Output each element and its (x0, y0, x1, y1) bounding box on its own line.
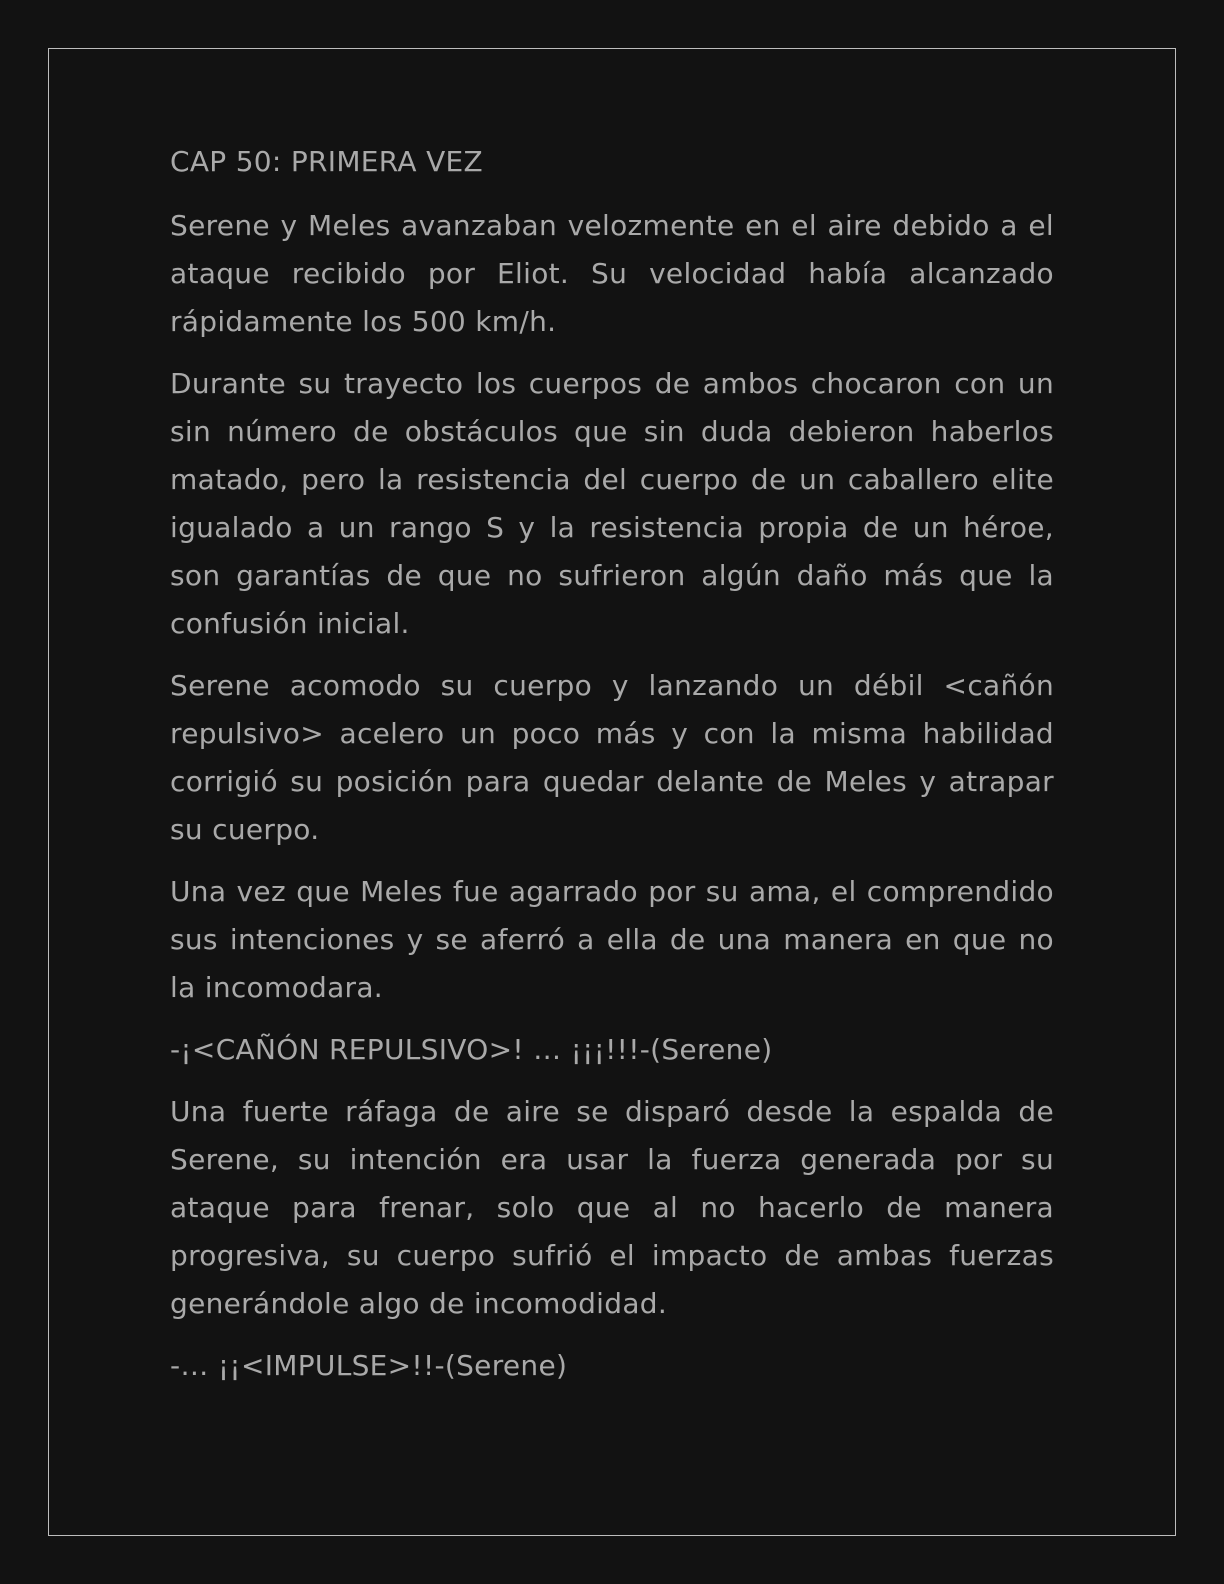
paragraph: Una fuerte ráfaga de aire se disparó desde la espalda de Serene, su intención era usar la fuerza generada por su ataque para frenar, solo que al no hacerlo de manera progresiva, su cuerpo sufrió el impacto de ambas fuerzas generándole algo de incomodidad. (170, 1095, 1054, 1320)
paragraph: Serene acomodo su cuerpo y lanzando un débil <cañón repulsivo> acelero un poco más y con la misma habilidad corrigió su posición para quedar delante de Meles y atrapar su cuerpo. (170, 669, 1054, 846)
paragraph: Durante su trayecto los cuerpos de ambos chocaron con un sin número de obstáculos que sin duda debieron haberlos matado, pero la resistencia del cuerpo de un caballero elite igualado a un rango S y la resistencia propia de un héroe, son garantías de que no sufrieron algún daño más que la confusión inicial. (170, 367, 1054, 640)
dialogue-line: -¡<CAÑÓN REPULSIVO>! … ¡¡¡!!!-(Serene) (170, 1033, 773, 1066)
document-body (170, 138, 1054, 1404)
chapter-title: CAP 50: PRIMERA VEZ (170, 145, 484, 178)
paragraph: Una vez que Meles fue agarrado por su ama, el comprendido sus intenciones y se aferró a ella de una manera en que no la incomodara. (170, 875, 1054, 1004)
dialogue-line: -… ¡¡<IMPULSE>!!-(Serene) (170, 1349, 568, 1382)
paragraph: Serene y Meles avanzaban velozmente en el aire debido a el ataque recibido por Eliot. Su velocidad había alcanzado rápidamente los 500 km/h. (170, 209, 1054, 338)
